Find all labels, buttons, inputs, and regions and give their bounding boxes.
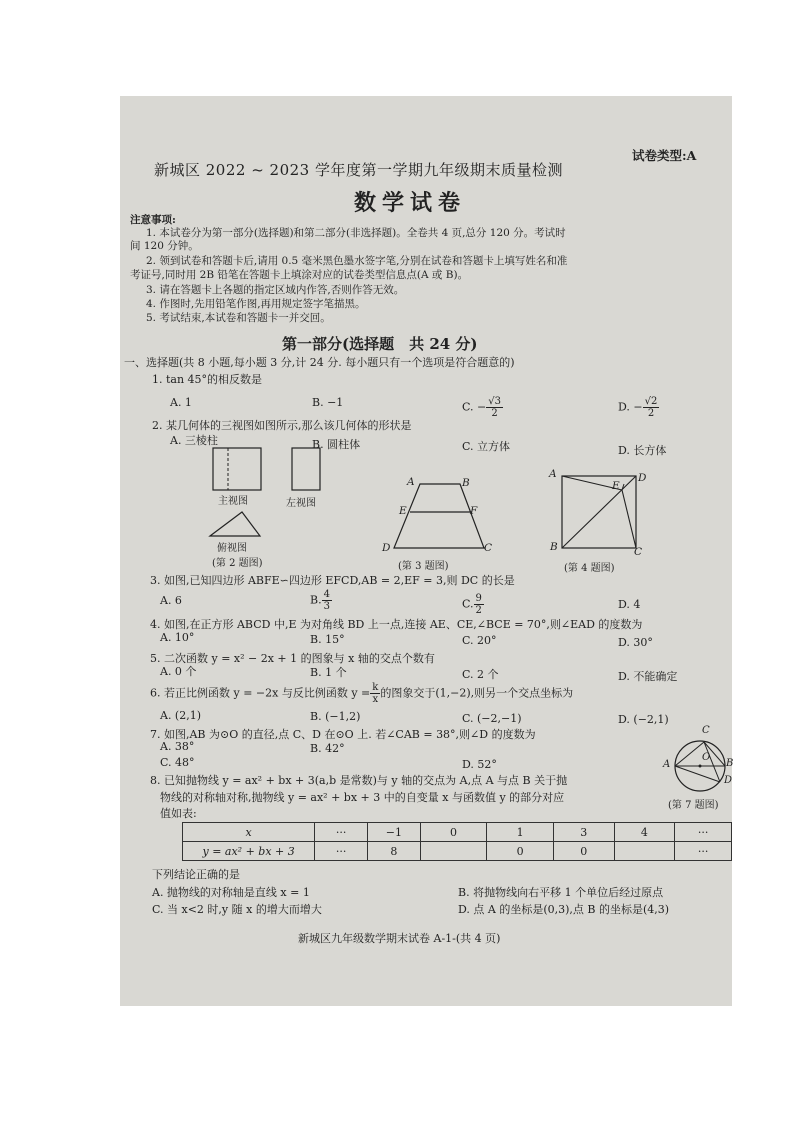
q4-stem: 4. 如图,在正方形 ABCD 中,E 为对角线 BD 上一点,连接 AE、CE,∠BCE = 70°,则∠EAD 的度数为 xyxy=(150,618,643,631)
q7-stem: 7. 如图,AB 为⊙O 的直径,点 C、D 在⊙O 上. 若∠CAB = 38°,则∠D 的度数为 xyxy=(150,728,536,741)
exam-paper-photo xyxy=(120,96,732,1006)
fig3-label-f: F xyxy=(470,505,478,517)
q8-stem-line2: 物线的对称轴对称,抛物线 y = ax² + bx + 3 中的自变量 x 与函数值 y 的部分对应 xyxy=(160,791,565,804)
table-cell: ··· xyxy=(675,842,732,861)
note-5: 5. 考试结束,本试卷和答题卡一并交回。 xyxy=(146,312,331,324)
paper-type-label: 试卷类型:A xyxy=(632,148,697,163)
q8-option-b: B. 将抛物线向右平移 1 个单位后经过原点 xyxy=(458,886,664,899)
q4-option-d: D. 30° xyxy=(618,636,653,649)
q5-stem: 5. 二次函数 y = x² − 2x + 1 的图象与 x 轴的交点个数有 xyxy=(150,652,435,665)
q5-option-c: C. 2 个 xyxy=(462,668,499,681)
table-cell: ··· xyxy=(315,842,368,861)
figure-3-caption: (第 3 题图) xyxy=(398,561,449,572)
figure-7-caption: (第 7 题图) xyxy=(668,800,719,811)
q1-option-d: D. − $\frac{√2}{2}$ xyxy=(618,396,658,419)
figure-4-caption: (第 4 题图) xyxy=(564,563,615,574)
table-cell: 8 xyxy=(367,842,420,861)
note-3: 3. 请在答题卡上各题的指定区域内作答,否则作答无效。 xyxy=(146,284,405,296)
q2-option-a: A. 三棱柱 xyxy=(170,434,218,447)
table-cell: x xyxy=(183,823,315,842)
fig7-label-b: B xyxy=(726,758,734,769)
fig3-label-a: A xyxy=(407,476,415,488)
q6-stem: 6. 若正比例函数 y = −2x 与反比例函数 y = $\frac{k}{x}$ 的图象交于(1,−2),则另一个交点坐标为 xyxy=(150,682,574,705)
table-cell: 1 xyxy=(487,823,554,842)
note-2-cont: 考证号,同时用 2B 铅笔在答题卡上填涂对应的试卷类型信息点(A 或 B)。 xyxy=(130,269,469,281)
top-view-label: 俯视图 xyxy=(217,543,247,554)
q7-option-d: D. 52° xyxy=(462,758,497,771)
fig3-label-e: E xyxy=(399,505,407,517)
table-cell xyxy=(614,842,675,861)
q2-stem: 2. 某几何体的三视图如图所示,那么该几何体的形状是 xyxy=(152,419,412,432)
fig7-label-o: O xyxy=(702,752,711,763)
q7-option-b: B. 42° xyxy=(310,742,345,755)
note-2: 2. 领到试卷和答题卡后,请用 0.5 毫米黑色墨水签字笔,分别在试卷和答题卡上填写姓名和准 xyxy=(146,255,568,267)
fig7-label-d: D xyxy=(724,775,733,786)
table-cell: 4 xyxy=(614,823,675,842)
q4-option-a: A. 10° xyxy=(160,631,195,644)
figure-3-trapezoid xyxy=(388,476,488,558)
q3-option-a: A. 6 xyxy=(160,594,182,607)
q8-option-c: C. 当 x<2 时,y 随 x 的增大而增大 xyxy=(152,903,322,916)
fig4-label-e: E xyxy=(612,480,620,492)
table-cell: 0 xyxy=(420,823,487,842)
q7-option-a: A. 38° xyxy=(160,740,195,753)
fig3-label-b: B xyxy=(462,477,470,489)
fig7-label-c: C xyxy=(702,725,710,736)
q6-option-a: A. (2,1) xyxy=(160,709,202,722)
q6-option-d: D. (−2,1) xyxy=(618,713,669,726)
table-cell: ··· xyxy=(315,823,368,842)
table-cell: 3 xyxy=(553,823,614,842)
fig4-label-d: D xyxy=(638,472,647,484)
left-view-label: 左视图 xyxy=(286,498,316,509)
q3-stem: 3. 如图,已知四边形 ABFE∽四边形 EFCD,AB = 2,EF = 3,则 DC 的长是 xyxy=(150,574,515,587)
table-cell: 0 xyxy=(553,842,614,861)
fig3-label-c: C xyxy=(484,542,493,554)
q1-stem: 1. tan 45°的相反数是 xyxy=(152,373,263,386)
q4-option-c: C. 20° xyxy=(462,634,497,647)
part1-title: 第一部分(选择题 共 24 分) xyxy=(282,335,478,353)
q6-option-b: B. (−1,2) xyxy=(310,710,361,723)
table-cell: −1 xyxy=(367,823,420,842)
exam-title: 新城区 2022 ~ 2023 学年度第一学期九年级期末质量检测 xyxy=(154,161,563,179)
q3-option-c: C. $\frac{9}{2}$ xyxy=(462,593,482,616)
table-cell: 0 xyxy=(487,842,554,861)
q8-stem-line3: 值如表: xyxy=(160,807,197,820)
q2-option-b: B. 圆柱体 xyxy=(312,438,361,451)
note-1: 1. 本试卷分为第一部分(选择题)和第二部分(非选择题)。全卷共 4 页,总分 120 分。考试时 xyxy=(146,227,566,239)
table-row xyxy=(183,823,732,842)
q8-stem-line1: 8. 已知抛物线 y = ax² + bx + 3(a,b 是常数)与 y 轴的交点为 A,点 A 与点 B 关于抛 xyxy=(150,774,568,787)
q7-option-c: C. 48° xyxy=(160,756,195,769)
notes-heading: 注意事项: xyxy=(130,214,176,226)
note-1-cont: 间 120 分钟。 xyxy=(130,240,199,252)
q5-option-a: A. 0 个 xyxy=(160,665,197,678)
q8-option-a: A. 抛物线的对称轴是直线 x = 1 xyxy=(152,886,310,899)
figure-4-square xyxy=(560,474,640,554)
q5-option-b: B. 1 个 xyxy=(310,666,347,679)
q3-option-d: D. 4 xyxy=(618,598,641,611)
table-row xyxy=(183,842,732,861)
q5-option-d: D. 不能确定 xyxy=(618,670,678,683)
section-heading: 一、选择题(共 8 小题,每小题 3 分,计 24 分. 每小题只有一个选项是符合题意的) xyxy=(124,356,515,369)
fig4-label-a: A xyxy=(549,468,557,480)
subject-title: 数学试卷 xyxy=(354,190,467,216)
q3-option-b: B. $\frac{4}{3}$ xyxy=(310,589,330,612)
table-cell: ··· xyxy=(675,823,732,842)
q1-option-c: C. − $\frac{√3}{2}$ xyxy=(462,396,501,419)
note-4: 4. 作图时,先用铅笔作图,再用规定签字笔描黑。 xyxy=(146,298,366,310)
q8-conclusion-prompt: 下列结论正确的是 xyxy=(152,868,240,881)
q6-option-c: C. (−2,−1) xyxy=(462,712,522,725)
q2-option-c: C. 立方体 xyxy=(462,440,511,453)
figure-7-circle xyxy=(670,736,732,798)
fig3-label-d: D xyxy=(382,542,391,554)
fig4-label-b: B xyxy=(550,541,558,553)
q1-option-a: A. 1 xyxy=(170,396,192,409)
page-footer: 新城区九年级数学期末试卷 A-1-(共 4 页) xyxy=(298,932,501,945)
q1-option-b: B. −1 xyxy=(312,396,344,409)
front-view-label: 主视图 xyxy=(218,496,248,507)
q4-option-b: B. 15° xyxy=(310,633,345,646)
table-cell xyxy=(420,842,487,861)
q8-value-table xyxy=(182,822,732,861)
figure-2-caption: (第 2 题图) xyxy=(212,558,263,569)
table-cell: y = ax² + bx + 3 xyxy=(183,842,315,861)
q8-option-d: D. 点 A 的坐标是(0,3),点 B 的坐标是(4,3) xyxy=(458,903,670,916)
fig4-label-c: C xyxy=(634,546,643,558)
fig7-label-a: A xyxy=(663,759,671,770)
q2-option-d: D. 长方体 xyxy=(618,444,667,457)
